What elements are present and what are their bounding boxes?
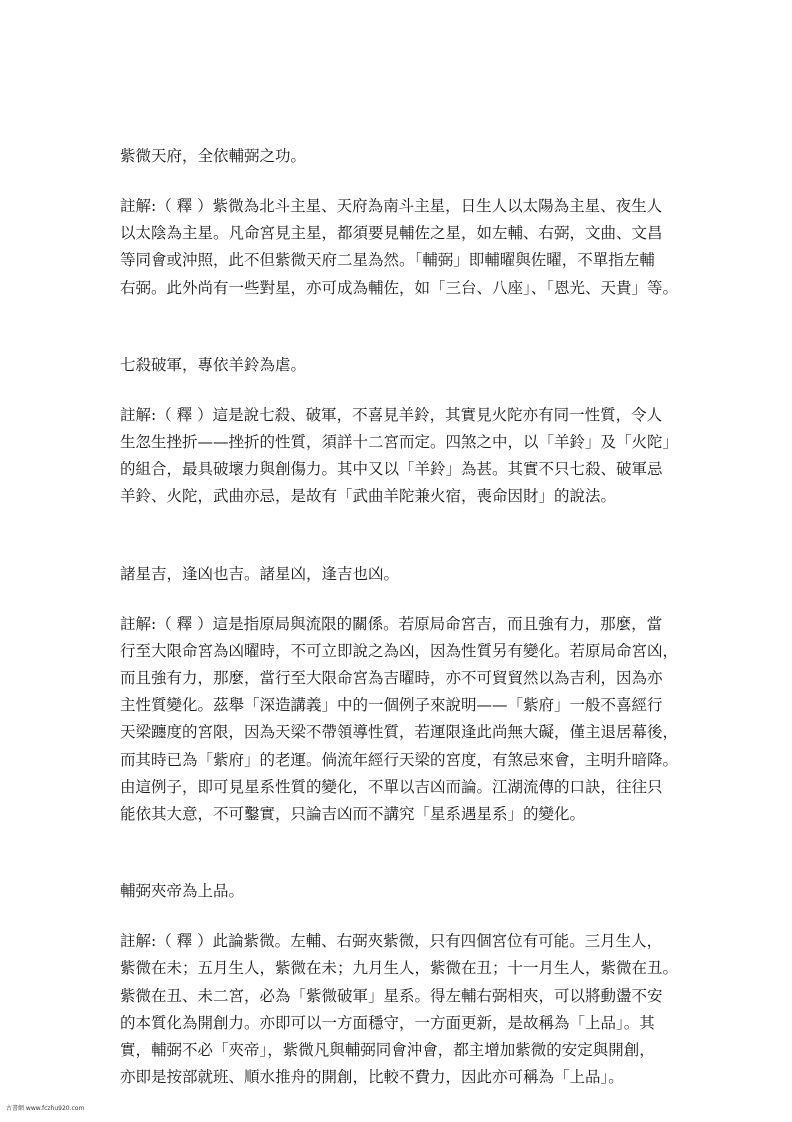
note-line: 紫微在未；五月生人，紫微在未；九月生人，紫微在丑；十一月生人，紫微在丑。 (120, 959, 679, 978)
note-line: 天梁躔度的宮限，因為天梁不帶領導性質，若運限逢此尚無大礙，僅主退居幕後， (120, 723, 679, 742)
section-note (120, 402, 680, 511)
note-line: 右弼。此外尚有一些對星，亦可成為輔佐，如「三台、八座」、「恩光、天貴」等。 (120, 278, 679, 297)
section-heading: 紫微天府，全依輔弼之功。 (120, 147, 307, 165)
note-line: 等同會或沖照，此不但紫微天府二星為然。「輔弼」即輔曜與佐曜，不單指左輔 (120, 251, 655, 270)
note-line: 的組合，最具破壞力與創傷力。其中又以「羊鈴」為甚。其實不只七殺、破軍忌 (120, 460, 663, 479)
note-line: 註解:（ 釋 ）這是指原局與流限的關係。若原局命宮吉，而且強有力，那麼，當 (120, 614, 663, 633)
note-line: 羊鈴、火陀，武曲亦忌，是故有「武曲羊陀兼火宿，喪命因財」的說法。 (120, 487, 617, 506)
note-line: 註解:（ 釋 ）此論紫微。左輔、右弼夾紫微，只有四個宮位有可能。三月生人， (120, 932, 663, 951)
note-line: 註解:（ 釋 ）紫微為北斗主星、天府為南斗主星，日生人以太陽為主星、夜生人 (120, 197, 663, 215)
page-footer: 古書網 www.fczhu920.com (6, 1105, 85, 1112)
section-note (120, 611, 680, 829)
section-heading: 七殺破軍，專依羊鈴為虐。 (120, 355, 307, 374)
section-note (120, 928, 680, 1091)
note-line: 主性質變化。茲舉「深造講義」中的一個例子來說明——「紫府」一般不喜經行 (120, 696, 663, 715)
note-line: 行至大限命宮為凶曜時，不可立即說之為凶，因為性質另有變化。若原局命宮凶， (120, 641, 679, 660)
note-line: 能依其大意，不可鑿實，只論吉凶而不講究「星系遇星系」的變化。 (120, 805, 586, 824)
section-heading: 輔弼夾帝為上品。 (120, 882, 245, 901)
section-note (120, 193, 680, 302)
note-line: 以太陰為主星。凡命宮見主星，都須要見輔佐之星，如左輔、右弼，文曲、文昌 (120, 224, 663, 243)
note-line: 而其時已為「紫府」的老運。倘流年經行天梁的宮度，有煞忌來會，主明升暗降。 (120, 750, 679, 769)
note-line: 紫微在丑、未二宮，必為「紫微破軍」星系。得左輔右弼相夾，可以將動盪不安 (120, 986, 663, 1005)
section-1 (120, 141, 680, 302)
note-line: 生忽生挫折——挫折的性質，須詳十二宮而定。四煞之中，以「羊鈴」及「火陀」 (120, 433, 679, 452)
note-line: 的本質化為開創力。亦即可以一方面穩守，一方面更新，是故稱為「上品」。其 (120, 1013, 655, 1032)
section-3 (120, 559, 680, 829)
note-line: 亦即是按部就班、順水推舟的開創，比較不費力，因此亦可稱為「上品」。 (120, 1068, 624, 1087)
note-line: 而且強有力，那麼，當行至大限命宮為吉曜時，亦不可貿貿然以為吉利，因為亦 (120, 669, 663, 688)
document-body (120, 141, 680, 1091)
section-4 (120, 876, 680, 1091)
note-line: 由這例子，即可見星系性質的變化，不單以吉凶而論。江湖流傳的口訣，往往只 (120, 777, 663, 796)
section-2 (120, 350, 680, 511)
section-heading: 諸星吉，逢凶也吉。諸星凶，逢吉也凶。 (120, 564, 400, 583)
note-line: 註解:（ 釋 ）這是說七殺、破軍，不喜見羊鈴，其實見火陀亦有同一性質，令人 (120, 405, 663, 424)
note-line: 實，輔弼不必「夾帝」，紫微凡與輔弼同會沖會，都主增加紫微的安定與開創， (120, 1041, 655, 1060)
